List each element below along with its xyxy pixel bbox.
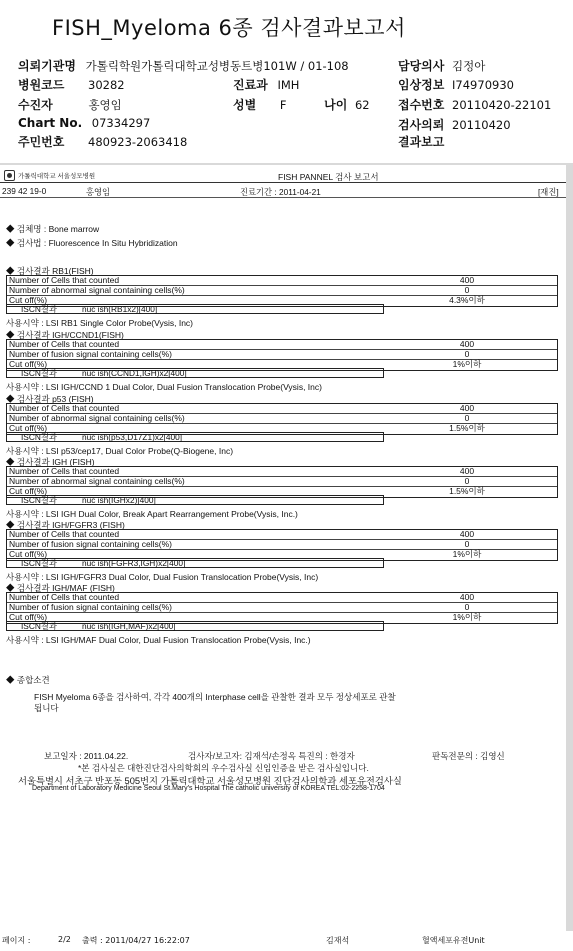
result-table <box>6 403 558 435</box>
row-value: 0 <box>464 602 470 613</box>
unit-name: 혈액세포유전Unit <box>422 936 485 945</box>
row-label: Cut off(%) <box>9 423 48 434</box>
reagent-probe: 사용시약 : LSI RB1 Single Color Probe(Vysis, Inc) <box>6 318 194 328</box>
value-department: IMH <box>277 78 300 92</box>
value-sex: F <box>279 98 287 112</box>
row-label: Cut off(%) <box>9 359 48 370</box>
header-row-1 <box>18 57 349 74</box>
value-patient: 홍영임 <box>88 98 122 112</box>
result-table <box>6 592 558 624</box>
row-value: 0 <box>464 476 470 487</box>
reagent-probe: 사용시약 : LSI p53/cep17, Dual Color Probe(Q-Biogene, Inc) <box>6 446 234 456</box>
row-label: Cut off(%) <box>9 549 48 560</box>
row-value: 1%이하 <box>452 549 482 560</box>
scanned-report <box>0 165 566 936</box>
patient-id: 239 42 19-0 <box>2 186 47 196</box>
value-receipt-no: 20110420-22101 <box>452 98 552 112</box>
report-date: 보고일자 : 2011.04.22. <box>44 751 129 761</box>
row-value: 4.3%이하 <box>449 295 485 306</box>
hospital-logo-icon <box>4 170 15 181</box>
specimen: ◆ 검체명 : Bone marrow <box>6 224 100 234</box>
row-value: 400 <box>459 466 475 476</box>
iscn-value: nuc ish(IGH,MAF)x2[400] <box>82 621 176 631</box>
row-label: Number of Cells that counted <box>9 529 120 539</box>
section-title: ◆ 검사결과 IGH/CCND1(FISH) <box>6 330 124 340</box>
header-row-2-right <box>398 76 514 93</box>
row-value: 0 <box>464 349 470 360</box>
visit-tag: [재진] <box>538 187 559 197</box>
value-doctor: 김정아 <box>452 59 486 73</box>
row-value: 0 <box>464 539 470 550</box>
iscn-result <box>6 558 384 568</box>
iscn-label: ISCN결과 <box>21 621 57 631</box>
label-requesting-institution: 의뢰기관명 <box>18 59 76 73</box>
row-label: Number of abnormal signal containing cells(%) <box>9 476 185 487</box>
examiners: 검사자/보고자: 김재석/손정옥 특진의 : 한경자 <box>188 751 355 761</box>
iscn-result <box>6 368 384 378</box>
iscn-label: ISCN결과 <box>21 368 57 378</box>
row-value: 400 <box>459 339 475 349</box>
header-row-3-right <box>398 96 551 113</box>
iscn-result <box>6 495 384 505</box>
row-label: Number of abnormal signal containing cells(%) <box>9 285 185 296</box>
row-value: 1.5%이하 <box>449 486 485 497</box>
hospital-logo-text: 가톨릭대학교 서울성모병원 <box>18 173 96 180</box>
row-value: 1.5%이하 <box>449 423 485 434</box>
section-title: ◆ 검사결과 p53 (FISH) <box>6 394 94 404</box>
iscn-result <box>6 621 384 631</box>
row-value: 400 <box>459 275 475 285</box>
header-row-3-mid <box>233 96 370 113</box>
report-header <box>0 0 573 163</box>
iscn-label: ISCN결과 <box>21 304 57 314</box>
value-chart-no: 07334297 <box>91 116 151 130</box>
row-label: Number of Cells that counted <box>9 592 120 602</box>
header-row-4 <box>18 116 150 130</box>
report-top-bar <box>0 168 566 183</box>
lab-address: 서울특별시 서초구 반포동 505번지 가톨릭대학교 서울성모병원 진단검사의학과 세포유전검사실 <box>18 776 402 786</box>
label-request-date: 검사의뢰 <box>398 118 445 132</box>
page-title: FISH_Myeloma 6종 검사결과보고서 <box>52 16 406 40</box>
label-result-report: 결과보고 <box>398 135 445 149</box>
result-table <box>6 275 558 307</box>
iscn-label: ISCN결과 <box>21 558 57 568</box>
row-value: 400 <box>459 403 475 413</box>
summary-line-1: FISH Myeloma 6종을 검사하여, 각각 400개의 Interphase cell을 관찰한 결과 모두 정상세포로 관찰 <box>34 692 396 702</box>
reading-specialist: 판독전문의 : 김영신 <box>432 751 505 761</box>
certification-note: *본 검사실은 대한진단검사의학회의 우수검사실 신임인증을 받은 검사실입니다. <box>78 763 369 773</box>
iscn-label: ISCN결과 <box>21 495 57 505</box>
result-table <box>6 339 558 371</box>
iscn-value: nuc ish(RB1x2)[400] <box>82 304 158 314</box>
row-value: 1%이하 <box>452 359 482 370</box>
iscn-label: ISCN결과 <box>21 432 57 442</box>
label-resident-no: 주민번호 <box>18 135 65 149</box>
row-value: 400 <box>459 592 475 602</box>
row-value: 1%이하 <box>452 612 482 623</box>
method: ◆ 검사법 : Fluorescence In Situ Hybridization <box>6 238 178 248</box>
label-hospital-code: 병원코드 <box>18 78 65 92</box>
section-title: ◆ 검사결과 IGH/FGFR3 (FISH) <box>6 520 125 530</box>
row-label: Number of Cells that counted <box>9 403 120 413</box>
row-label: Number of Cells that counted <box>9 275 120 285</box>
label-patient: 수진자 <box>18 98 53 112</box>
value-clinical-info: I74970930 <box>452 78 514 92</box>
row-label: Number of fusion signal containing cells(%) <box>9 539 172 550</box>
label-sex: 성별 <box>233 98 257 112</box>
hospital-logo <box>4 170 95 181</box>
row-label: Number of fusion signal containing cells(%) <box>9 602 172 613</box>
summary-line-2: 됩니다 <box>34 703 59 713</box>
row-label: Number of abnormal signal containing cells(%) <box>9 413 185 424</box>
row-value: 0 <box>464 413 470 424</box>
value-requesting-institution: 가톨릭학원가톨릭대학교성병동트병101W / 01-108 <box>85 59 349 73</box>
iscn-value: nuc ish(FGFR3,IGH)x2[400] <box>82 558 186 568</box>
print-time: 출력 : 2011/04/27 16:22:07 <box>82 936 190 945</box>
iscn-result <box>6 432 384 442</box>
lab-department-en: Department of Laboratory Medicine Seoul St.Mary's Hospital The catholic university of KOREA TEL:02-2258-1704 <box>32 785 385 792</box>
value-request-date: 20110420 <box>452 118 511 132</box>
page-number: 2/2 <box>58 935 71 944</box>
label-clinical-info: 임상정보 <box>398 78 445 92</box>
printed-by: 김재석 <box>326 936 350 945</box>
result-table <box>6 466 558 498</box>
label-department: 진료과 <box>233 78 268 92</box>
section-title: ◆ 검사결과 IGH (FISH) <box>6 457 95 467</box>
print-footer <box>0 931 573 951</box>
reagent-probe: 사용시약 : LSI IGH/CCND 1 Dual Color, Dual Fusion Translocation Probe(Vysis, Inc) <box>6 382 322 392</box>
header-row-2 <box>18 76 125 93</box>
report-title: FISH PANNEL 검사 보고서 <box>278 172 379 182</box>
value-age: 62 <box>354 98 370 112</box>
row-label: Cut off(%) <box>9 295 48 306</box>
iscn-value: nuc ish(CCND1,IGH)x2[400] <box>82 368 187 378</box>
page-label: 페이지 : <box>2 936 31 945</box>
label-doctor: 담당의사 <box>398 59 445 73</box>
iscn-value: nuc ish(p53,D17Z1)x2[400] <box>82 432 183 442</box>
label-chart-no: Chart No. <box>18 116 83 130</box>
patient-name: 홍영임 <box>86 187 111 197</box>
header-row-5 <box>18 133 187 150</box>
reagent-probe: 사용시약 : LSI IGH Dual Color, Break Apart Rearrangement Probe(Vysis, Inc.) <box>6 509 298 519</box>
label-age: 나이 <box>324 98 348 112</box>
visit-date: 진료기간 : 2011-04-21 <box>240 187 321 197</box>
iscn-result <box>6 304 384 314</box>
row-label: Number of Cells that counted <box>9 466 120 476</box>
value-hospital-code: 30282 <box>88 78 125 92</box>
row-label: Cut off(%) <box>9 612 48 623</box>
header-row-5-right <box>398 133 448 150</box>
result-table <box>6 529 558 561</box>
reagent-probe: 사용시약 : LSI IGH/FGFR3 Dual Color, Dual Fusion Translocation Probe(Vysis, Inc) <box>6 572 319 582</box>
row-label: Number of Cells that counted <box>9 339 120 349</box>
header-row-2-mid <box>233 76 299 93</box>
section-title: ◆ 검사결과 RB1(FISH) <box>6 266 94 276</box>
value-resident-no: 480923-2063418 <box>88 135 188 149</box>
row-value: 0 <box>464 285 470 296</box>
summary-title: ◆ 종합소견 <box>6 675 50 685</box>
row-label: Number of fusion signal containing cells(%) <box>9 349 172 360</box>
label-receipt-no: 접수번호 <box>398 98 445 112</box>
header-row-4-right <box>398 116 511 133</box>
row-value: 400 <box>459 529 475 539</box>
iscn-value: nuc ish(IGHx2)[400] <box>82 495 156 505</box>
report-sub-header <box>0 183 566 198</box>
section-title: ◆ 검사결과 IGH/MAF (FISH) <box>6 583 115 593</box>
reagent-probe: 사용시약 : LSI IGH/MAF Dual Color, Dual Fusion Translocation Probe(Vysis, Inc.) <box>6 635 311 645</box>
header-row-3 <box>18 96 122 113</box>
row-label: Cut off(%) <box>9 486 48 497</box>
header-row-1-right <box>398 57 485 74</box>
